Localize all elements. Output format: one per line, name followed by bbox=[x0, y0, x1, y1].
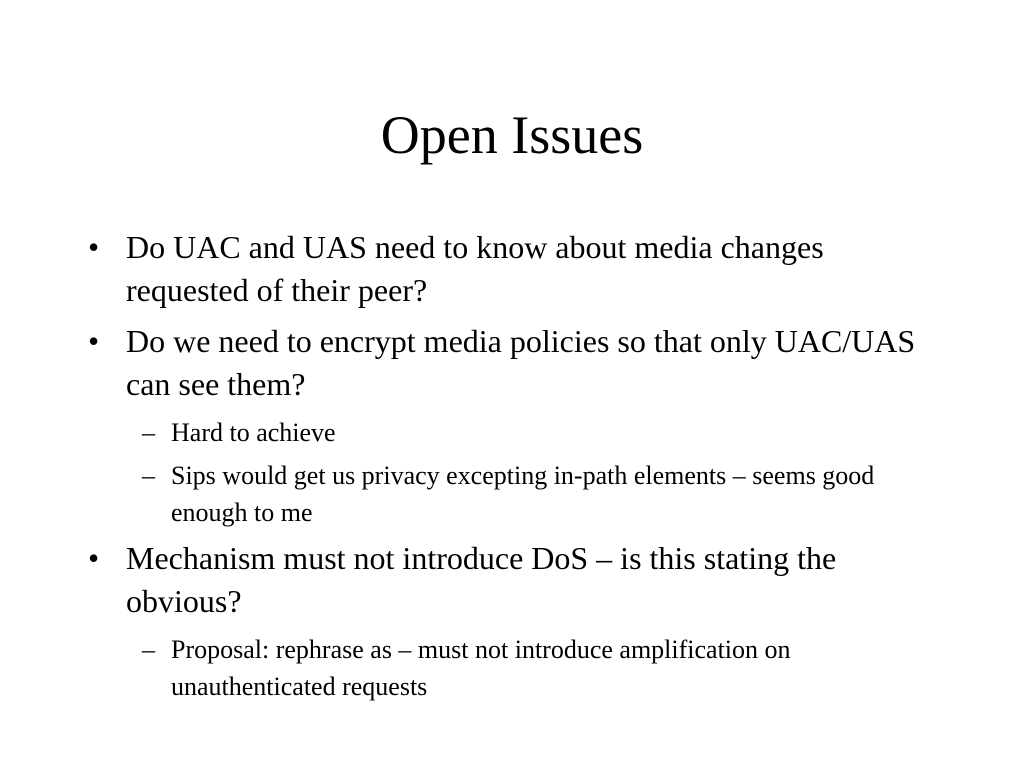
sub-bullet-text: Hard to achieve bbox=[171, 418, 336, 447]
bullet-text: Do UAC and UAS need to know about media changes requested of their peer? bbox=[126, 229, 824, 308]
sub-bullet-marker: – bbox=[142, 461, 155, 490]
sub-bullet-item bbox=[80, 457, 950, 531]
sub-bullet-item bbox=[80, 414, 950, 451]
bullet-marker: • bbox=[88, 540, 100, 576]
bullet-marker: • bbox=[88, 323, 100, 359]
bullet-text: Mechanism must not introduce DoS – is this stating the obvious? bbox=[126, 540, 837, 619]
bullet-item bbox=[80, 537, 950, 623]
bullet-list bbox=[80, 226, 950, 711]
bullet-item bbox=[80, 226, 950, 312]
bullet-item bbox=[80, 320, 950, 406]
sub-bullet-marker: – bbox=[142, 635, 155, 664]
sub-bullet-text: Sips would get us privacy excepting in-path elements – seems good enough to me bbox=[171, 461, 875, 527]
sub-bullet-marker: – bbox=[142, 418, 155, 447]
slide-title: Open Issues bbox=[380, 105, 644, 165]
sub-bullet-text: Proposal: rephrase as – must not introduce amplification on unauthenticated requests bbox=[171, 635, 791, 701]
bullet-text: Do we need to encrypt media policies so that only UAC/UAS can see them? bbox=[126, 323, 916, 402]
bullet-marker: • bbox=[88, 229, 100, 265]
sub-bullet-item bbox=[80, 631, 950, 705]
